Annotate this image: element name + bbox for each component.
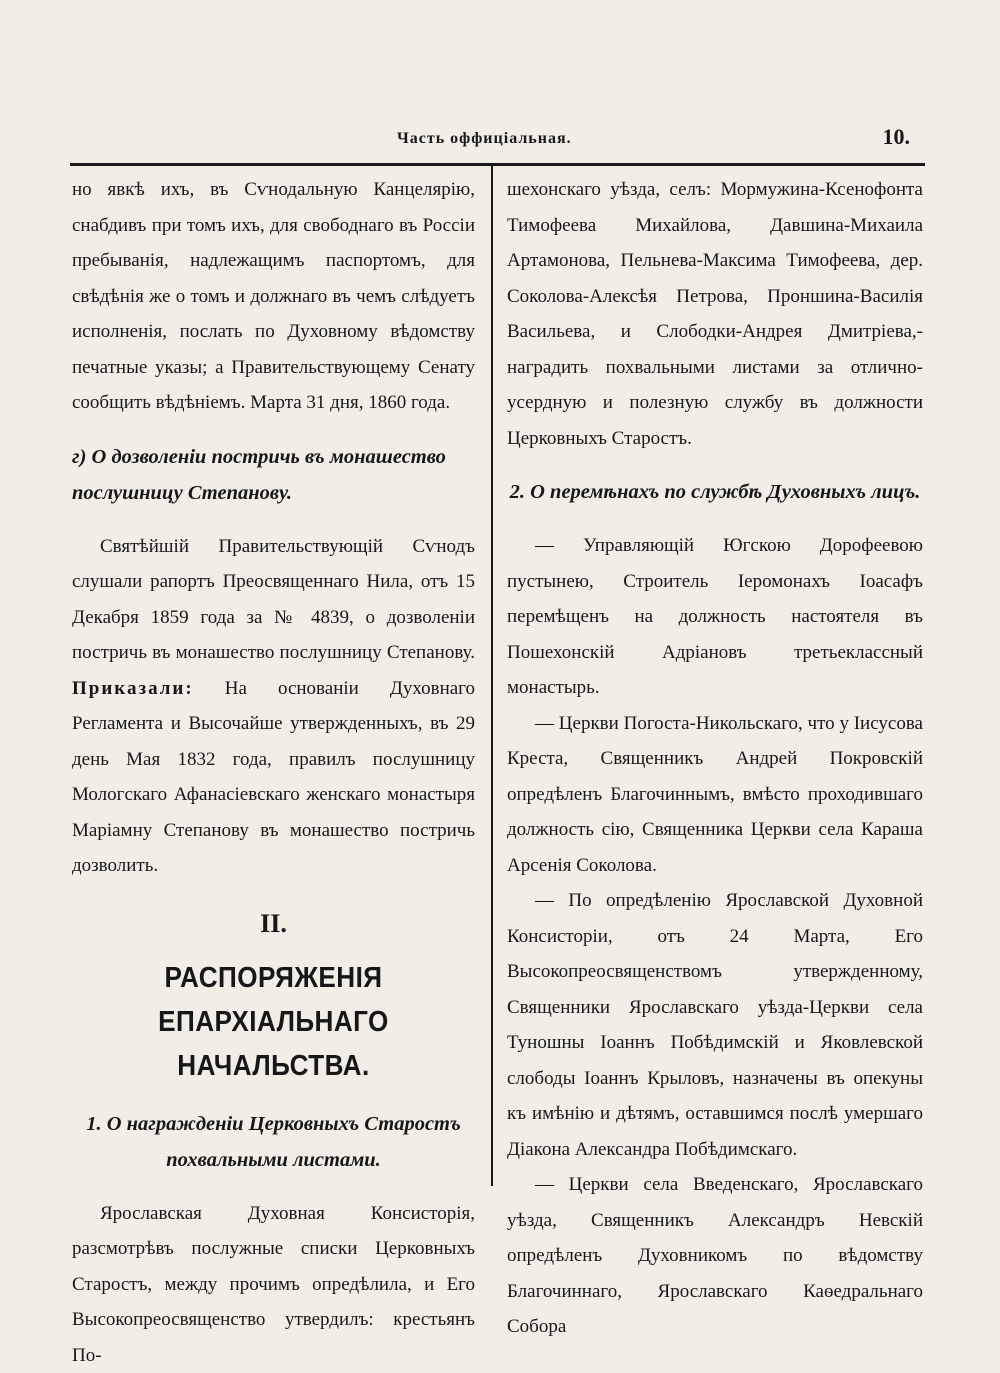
spaced-keyword: Приказали: xyxy=(72,678,194,699)
paragraph: Ярославская Духовная Консисторія, разсмотрѣвъ послужные списки Церковныхъ Старостъ, между прочимъ опредѣлила, и Его Высокопреосвященство утвердилъ: крестьянъ По- xyxy=(72,1196,475,1373)
running-head: Часть оффиціальная. xyxy=(397,130,572,148)
header-rule xyxy=(70,163,925,166)
left-column xyxy=(72,172,475,1373)
paragraph xyxy=(72,529,475,884)
paragraph: но явкѣ ихъ, въ Сѵнодальную Канцелярію, снабдивъ при томъ ихъ, для свободнаго въ Россіи пребыванія, надлежащимъ паспортомъ, для свѣдѣнія же о томъ и должнаго въ чемъ слѣдуетъ исполненія, послать по Духовному вѣдомству печатные указы; а Правительствующему Сенату сообщить вѣдѣніемъ. Марта 31 дня, 1860 года. xyxy=(72,172,475,421)
page-header xyxy=(70,128,910,158)
subsection-heading: 1. О награжденіи Церковныхъ Старостъ похвальными листами. xyxy=(72,1106,475,1178)
page-number: 10. xyxy=(883,124,911,150)
right-column xyxy=(507,172,923,1345)
section-heading: г) О дозволеніи постричь въ монашество послушницу Степанову. xyxy=(72,439,475,511)
paragraph-text: Святѣйшій Правительствующій Сѵнодъ слушали рапортъ Преосвященнаго Нила, отъ 15 Декабря 1859 года за № 4839, о дозволеніи постричь въ монашество послушницу Степанову. xyxy=(72,536,475,664)
section-title-line-1: РАСПОРЯЖЕНІЯ ЕПАРХІАЛЬНАГО xyxy=(92,956,455,1044)
paragraph: — Церкви Погоста-Никольскаго, что у Іисусова Креста, Священникъ Андрей Покровскій опредѣленъ Благочиннымъ, вмѣсто проходившаго должность сію, Священника Церкви села Караша Арсенія Соколова. xyxy=(507,706,923,884)
paragraph-text: На основаніи Духовнаго Регламента и Высочайше утвержденныхъ, въ 29 день Мая 1832 года, правилъ послушницу Мологскаго Афанасіевскаго женскаго монастыря Маріамну Степанову въ монашество постричь дозволить. xyxy=(72,678,475,877)
column-divider xyxy=(491,166,493,1186)
paragraph: — По опредѣленію Ярославской Духовной Консисторіи, отъ 24 Марта, Его Высокопреосвященствомъ утвержденному, Священники Ярославскаго уѣзда-Церкви села Туношны Іоаннъ Побѣдимскій и Яковлевской слободы Іоаннъ Крыловъ, назначены въ опекуны къ имѣнію и дѣтямъ, оставшимся послѣ умершаго Діакона Александра Побѣдимскаго. xyxy=(507,883,923,1167)
paragraph: — Управляющій Югскою Дорофеевою пустынею, Строитель Іеромонахъ Іоасафъ перемѣщенъ на должность настоятеля въ Пошехонскій Адріановъ третьеклассный монастырь. xyxy=(507,528,923,706)
subsection-heading: 2. О перемѣнахъ по службѣ Духовныхъ лицъ. xyxy=(507,474,923,510)
section-title-line-2: НАЧАЛЬСТВА. xyxy=(92,1044,455,1088)
section-number: II. xyxy=(72,902,475,946)
paragraph: шехонскаго уѣзда, селъ: Мормужина-Ксенофонта Тимофеева Михайлова, Давшина-Михаила Артамонова, Пельнева-Максима Тимофеева, дер. Соколова-Алексѣя Петрова, Проншина-Василія Васильева, и Слободки-Андрея Дмитріева,-наградить похвальными листами за отлично-усердную и полезную службу въ должности Церковныхъ Старостъ. xyxy=(507,172,923,456)
paragraph: — Церкви села Введенскаго, Ярославскаго уѣзда, Священникъ Александръ Невскій опредѣленъ Духовникомъ по вѣдомству Благочиннаго, Ярославскаго Каѳедральнаго Собора xyxy=(507,1167,923,1345)
